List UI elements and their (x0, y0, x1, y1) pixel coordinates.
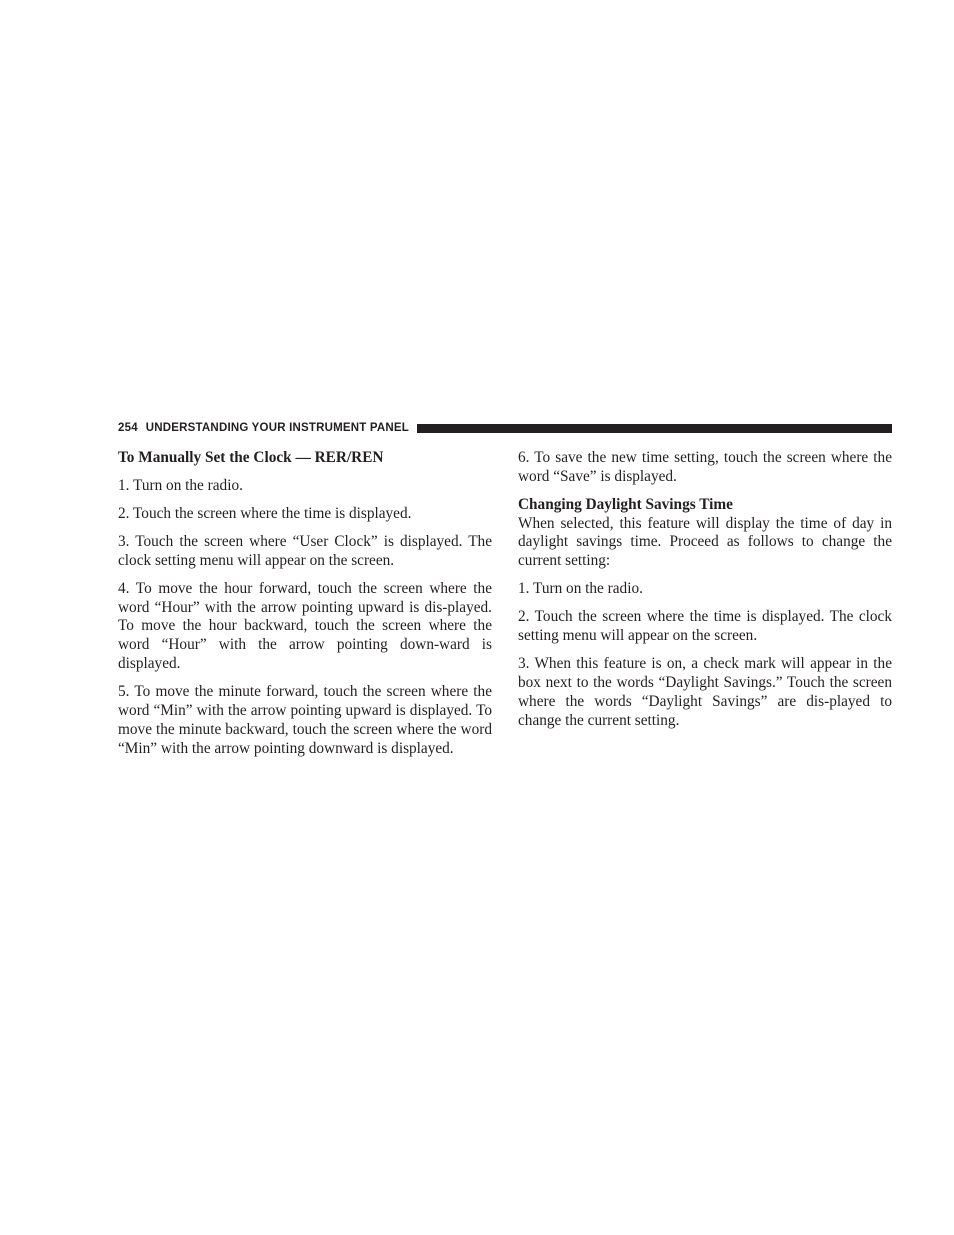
step-paragraph: 1. Turn on the radio. (118, 476, 243, 494)
step-paragraph: 3. Touch the screen where “User Clock” is displayed. The clock setting menu will appear on the screen. (118, 532, 492, 569)
step-paragraph: 6. To save the new time setting, touch the screen where the word “Save” is displayed. (518, 449, 892, 485)
page-number: 254 (118, 422, 138, 434)
step-paragraph: 1. Turn on the radio. (518, 580, 643, 598)
section-title: UNDERSTANDING YOUR INSTRUMENT PANEL (145, 422, 409, 434)
daylight-intro: When selected, this feature will display the time of day in daylight savings time. Proceed as follows to change the current setting: (518, 514, 892, 570)
clock-heading: To Manually Set the Clock — RER/REN (118, 449, 384, 466)
step-paragraph: 5. To move the minute forward, touch the screen where the word “Min” with the arrow pointing upward is displayed. To move the minute backward, touch the screen where the word “Min” with the arrow pointing downward is displayed. (118, 683, 492, 757)
step-paragraph: 3. When this feature is on, a check mark will appear in the box next to the words “Daylight Savings.” Touch the screen where the words “Daylight Savings” are dis-played to change the current setting. (518, 655, 892, 729)
header-rule (417, 424, 892, 433)
step-paragraph: 4. To move the hour forward, touch the screen where the word “Hour” with the arrow pointing upward is dis-played. To move the hour backward, touch the screen where the word “Hour” with the arrow pointing down-ward is displayed. (118, 579, 492, 673)
left-column (118, 449, 492, 768)
right-column (518, 449, 892, 740)
step-paragraph: 2. Touch the screen where the time is displayed. (118, 504, 412, 522)
step-paragraph: 2. Touch the screen where the time is displayed. The clock setting menu will appear on the screen. (518, 608, 892, 645)
page-header (118, 420, 892, 436)
daylight-heading: Changing Daylight Savings Time (518, 495, 733, 513)
